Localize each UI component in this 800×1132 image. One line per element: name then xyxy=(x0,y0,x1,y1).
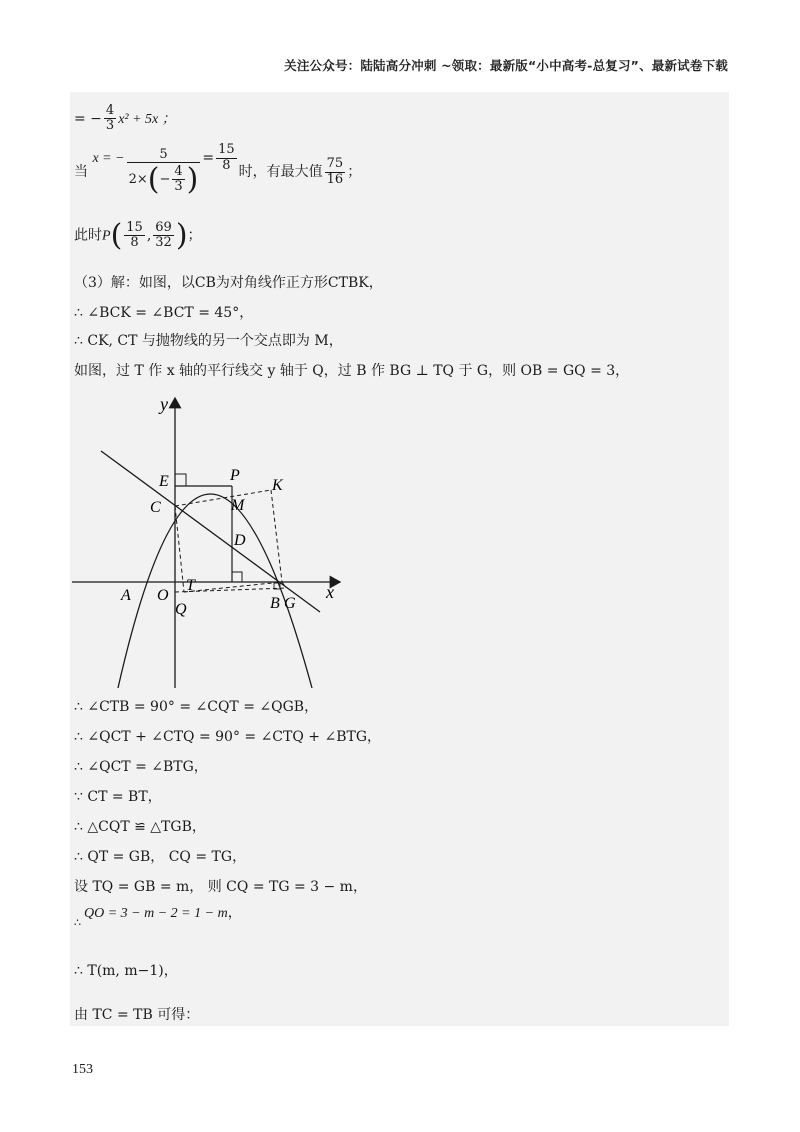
solution-line-8: ∴ ∠CTB = 90° = ∠CQT = ∠QGB， xyxy=(74,699,319,715)
numerator: 69 xyxy=(155,219,172,235)
solution-line-6: ∴ CK, CT 与抛物线的另一个交点即为 M， xyxy=(74,333,343,349)
dashed-tb xyxy=(184,582,282,592)
equation-line-2 xyxy=(74,142,362,198)
label-q: Q xyxy=(175,601,187,618)
label-x: x xyxy=(326,582,334,602)
solution-line-12: ∴ △CQT ≌ △TGB， xyxy=(74,819,206,835)
label-e: E xyxy=(159,473,169,490)
equation-text: = xyxy=(202,150,215,167)
fraction xyxy=(172,165,184,195)
label-t: T xyxy=(186,577,195,594)
equation-line-3 xyxy=(74,218,202,253)
numerator: 5 xyxy=(127,148,201,163)
solution-line-13: ∴ QT = GB， CQ = TG， xyxy=(74,849,247,865)
paren: ) xyxy=(175,218,188,253)
dashed-ck xyxy=(175,490,271,506)
line-text: ； xyxy=(347,164,362,181)
label-c: C xyxy=(150,499,161,516)
equation-text: QO = 3 − m − 2 = 1 − m xyxy=(84,906,228,921)
label-a: A xyxy=(121,587,131,604)
solution-line-4: （3）解：如图，以CB为对角线作正方形CTBK， xyxy=(74,275,383,291)
fraction xyxy=(127,148,201,196)
page-number: 153 xyxy=(72,1062,93,1077)
solution-line-17: 由 TC = TB 可得： xyxy=(74,1007,200,1023)
equation-text: = − xyxy=(74,110,102,127)
page-header: 关注公众号：陆陆高分冲刺 ~领取：最新版“小中高考-总复习”、最新试卷下载 xyxy=(284,58,728,73)
line-text: 当 xyxy=(74,164,88,181)
equation-line-1 xyxy=(74,104,176,134)
right-angle-e xyxy=(175,474,186,486)
label-g: G xyxy=(284,595,296,612)
label-p: P xyxy=(230,467,240,484)
denominator: 2×(− $\frac{4}{3}$ ) xyxy=(128,162,199,198)
solution-line-16: ∴ T(m, m−1)， xyxy=(74,963,178,979)
line-cb xyxy=(101,451,320,612)
therefore-mark: ∴ xyxy=(74,916,81,929)
numerator: 15 xyxy=(218,142,235,158)
label-y: y xyxy=(160,394,168,414)
label-o: O xyxy=(157,587,169,604)
line-text: ， xyxy=(227,905,242,921)
fraction xyxy=(104,104,116,134)
label-k: K xyxy=(272,477,283,494)
line-text: 此时 xyxy=(74,227,102,244)
parabola-figure xyxy=(70,390,360,695)
solution-line-10: ∴ ∠QCT = ∠BTG， xyxy=(74,759,208,775)
paren: ( xyxy=(110,218,123,253)
line-text: , xyxy=(146,227,152,244)
denominator: 16 xyxy=(326,171,344,187)
point-label: P xyxy=(102,228,111,244)
parabola-curve xyxy=(118,494,312,688)
denominator: 8 xyxy=(130,235,139,250)
fraction xyxy=(124,221,145,251)
numerator: 4 xyxy=(174,164,183,179)
denominator: 3 xyxy=(174,179,183,195)
solution-line-11: ∵ CT = BT， xyxy=(74,789,162,805)
numerator: 15 xyxy=(126,219,143,235)
numerator: 4 xyxy=(105,103,115,118)
denominator: 32 xyxy=(155,235,172,250)
fraction xyxy=(216,143,237,173)
paren: ) xyxy=(186,162,199,198)
denominator: 3 xyxy=(105,118,115,134)
solution-line-15 xyxy=(74,902,242,922)
fraction xyxy=(153,221,174,251)
label-d: D xyxy=(234,532,246,549)
numerator: 75 xyxy=(326,156,344,172)
label-m: M xyxy=(231,497,245,514)
right-angle-d xyxy=(232,572,242,582)
line-text: 时，有最大值 xyxy=(238,164,323,181)
equation-text: x² + 5x ； xyxy=(118,111,176,127)
solution-line-7: 如图，过 T 作 x 轴的平行线交 y 轴于 Q，过 B 作 BG ⊥ TQ 于 G，则 OB = GQ = 3， xyxy=(74,363,630,379)
paren: ( xyxy=(147,162,160,198)
fraction xyxy=(325,157,346,187)
denominator: 8 xyxy=(222,157,231,173)
line-text: ； xyxy=(187,227,202,244)
solution-line-9: ∴ ∠QCT + ∠CTQ = 90° = ∠CTQ + ∠BTG， xyxy=(74,729,382,745)
label-b: B xyxy=(270,595,280,612)
solution-line-14: 设 TQ = GB = m， 则 CQ = TG = 3 − m， xyxy=(74,879,367,895)
equation-text: x = − xyxy=(92,151,125,167)
denominator-text: 2× xyxy=(128,172,148,188)
solution-line-5: ∴ ∠BCK = ∠BCT = 45°， xyxy=(74,305,254,321)
